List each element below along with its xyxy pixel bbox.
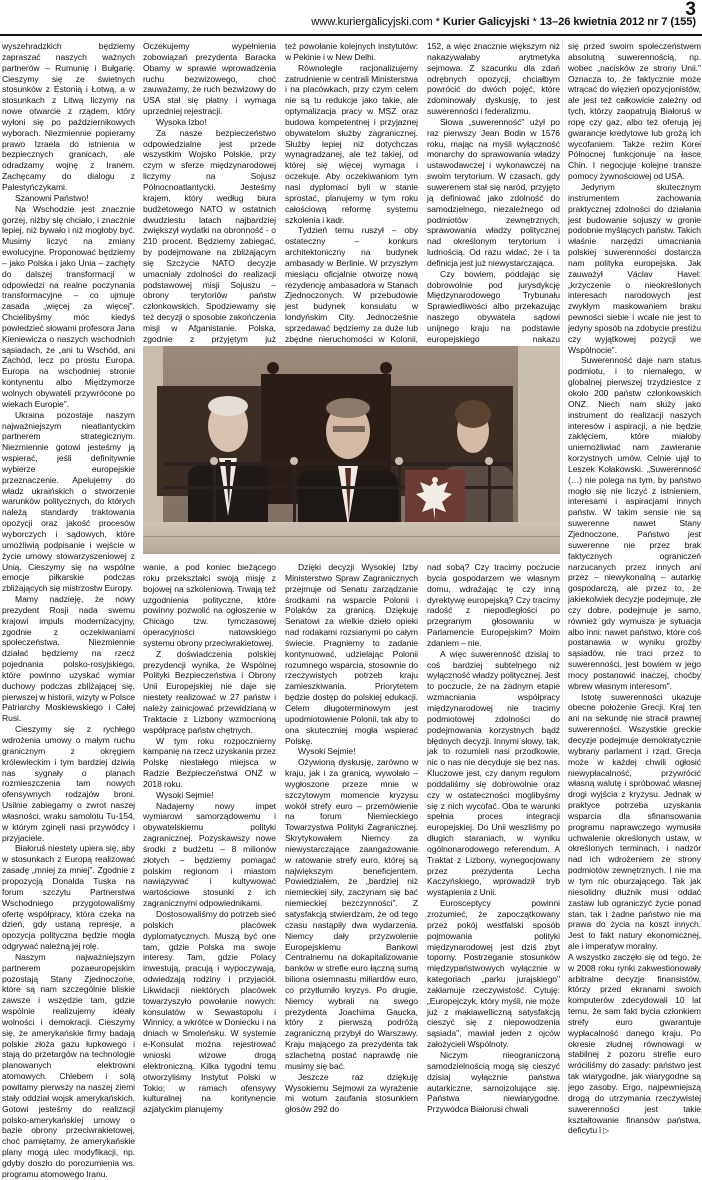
paragraph: Dzięki decyzji Wysokiej Izby Ministerstwo Spraw Zagranicznych przejmuje od Senatu zarządzanie środkami na wsparcie Polonii i Polaków za granicą. Dziękuję Senatowi za wielkie dzieło opieki nad rodakami rozsianymi po całym świecie. Pragniemy to zadanie kontynuować, udzielając Polonii rozumnego wsparcia, stosownie do rzeczywistych potrzeb kraju zamieszkiwania. Priorytetem będzie dostęp do polskiej edukacji. Celem długoterminowym jest upodmiotowienie Polonii, tak aby to ona skuteczniej mogła wspierać Polskę. [285,562,418,746]
photo-parliament-gallery [143,346,560,554]
paragraph: Białoruś niestety upiera się, aby w stosunkach z Europą realizować zasadę „mniej za mniej". Zgodnie z propozycją Donalda Tuska na forum szczytu Partnerstwa Wschodniego przygotowaliśmy ofertę współpracy, która czeka na dzień, gdy ustaną represje, a opozycja polityczna będzie mogła odgrywać należną jej rolę. [2,843,135,952]
paragraph: Czy bowiem, poddając się dobrowolnie pod jurysdykcję Międzynarodowego Trybunału Sprawiedliwości albo przekazując naszego obywatela sądowi unijnego kraju na podstawie europejskiego nakazu [427,268,560,344]
paragraph: Na Wschodzie jest znacznie gorzej, niżby się chciało, i znacznie lepiej, niż bywało i niż mogłoby być. Musimy liczyć na zmiany ewolucyjne. Proponować będziemy – jako Polska i jako Unia – zachęty do dalszej transformacji w odpowiedzi na realne poczynania transformacyjne – co ujmuje zasada „więcej za więcej". Chcielibyśmy móc kiedyś powiedzieć słowami profesora Jana Kieniewicza o naszych wschodnich sąsiadach, że „ani tu Wschód, ani Zachód, lecz po prostu Europa. Europa na wschodniej stronie kontynentu albo Międzymorze wolnych obywateli przywrócone po wiekach Europie". [2,203,135,409]
paragraph: Z doświadczenia polskiej prezydencji wynika, że Wspólnej Polityki Bezpieczeństwa i Obrony Unii Europejskiej nie daje się niestety realizować w 27 państw i należy zainicjować przewidzianą w Traktacie z Lizbony wzmocnioną współpracę państw chętnych. [143,648,276,735]
article-column-4-bottom [427,562,560,1115]
paragraph: Za nasze bezpieczeństwo odpowiedzialne jest przede wszystkim Wojsko Polskie, przy czym w sferze międzynarodowej liczymy na Sojusz Północnoatlantycki. Jesteśmy krajem, który według biura budżetowego NATO w ostatnich dwudziestu latach najbardziej zwiększył wydatki na obronność - o 210 procent. Będziemy zabiegać, by podejmowane na zbliżającym się Szczycie NATO decyzje umacniały zdolności do realizacji podstawowej misji Sojuszu – obrony terytoriów państw członkowskich. Spodziewamy się też decyzji o sposobie zakończenia misji w Afganistanie. Polska, zgodnie z przyjętym już [143,127,276,344]
separator: * [432,16,443,28]
paragraph: Cieszymy się z rychłego wdrożenia umowy o małym ruchu granicznym z okręgiem królewieckim i tym bardziej dziwią nas sygnały o planach rozmieszczenia tam nowych ofensywnych rodzajów broni. Usilnie zabiegamy o zwrot naszej własności, wraku samolotu Tu-154, w którym zginęli nasi przywódcy i przyjaciele. [2,724,135,843]
paragraph: nad sobą? Czy tracimy poczucie bycia gospodarzem we własnym domu, wdrażając tę czy inną dyrektywę europejską? Czy tracimy radość z niepodległości po przegranym głosowaniu w Parlamencie Europejskim? Moim zdaniem – nie. [427,562,560,648]
paragraph: Równolegle racjonalizujemy zatrudnienie w centrali Ministerstwa i na placówkach, przy czym celem nie są tu redukcje jako takie, ale optymalizacja pracy w MSZ oraz budowa kompetentnej i przyjaznej obywatelom służby zagranicznej. Służby lepiej niż dotychczas wynagradzanej, ale też takiej, od której się więcej wymaga i oczekuje. Aby oczekiwaniom tym nasi dyplomaci byli w stanie sprostać, planujemy w tym roku całościową reformę systemu szkolenia i kadr. [285,62,418,225]
paragraph: Istotę suwerenności ukazuje obecne położenie Grecji. Kraj ten ani na sekundę nie stracił prawnej suwerenności. Wszystkie greckie decyzje podejmuje demokratycznie wybrany parlament i rząd. Grecja może w każdej chwili ogłosić niewypłacalność, przywrócić własną walutę i spróbować własnej drogi wyjścia z kryzysu. Jednak w praktyce potrzeba uzyskania wsparcia dla sfinansowania programu naprawczego wymusiła uchwalenie określonych ustaw, w określonych terminach, i nadzór nad ich wdrożeniem ze strony podmiotów zewnętrznych. I nie ma w tym nic oburzającego. Tak jak niesolidny dłużnik musi oddać zastaw lub ograniczyć życie ponad stan, tak i żadne państwo nie ma prawa do życia na koszt innych. Jest to fakt natury ekonomicznej, ale i imperatyw moralny. [568,691,701,952]
paragraph: się przed swoim społeczeństwem absolutną suwerennością, np. wobec „nacisków ze strony Unii." Oznacza to, że faktycznie może wtrącać do więzień opozycjonistów, ale jest też całkowicie zależny od tych, którzy zaopatrują Białoruś w ropę czy gaz, albo też oferują jej gwarancje kredytowe lub grożą ich wycofaniem. Także reżim Korei Północnej funkcjonuje na łasce Chin. I negocjuje kolejne transze pomocy żywnościowej od USA. [568,41,701,182]
article-column-3-top [285,41,418,344]
paragraph: też powołanie kolejnych instytutów: w Pekinie i w New Delhi. [285,41,418,62]
paragraph: Niczym nieograniczoną samodzielnością mogą się cieszyć dzisiaj wyłącznie państwa autarkiczne, samoizolujące się. Państwa niewiarygodne. Przywódca Białorusi chwali [427,1049,560,1115]
paragraph: Naszym najważniejszym partnerem pozaeuropejskim pozostają Stany Zjednoczone, które są nam szczególnie bliskie zawsze i wszędzie tam, gdzie wspólnie realizujemy ideały wolności i demokracji. Cieszymy się, że amerykańskie firmy badają polskie złoża gazu łupkowego i stają do przetargów na technologie planowanych elektrowni atomowych. Chlebem i solą powitamy pierwszy na naszej ziemi stały oddział wojsk amerykańskich. Gotowi jesteśmy do realizacji polsko-amerykańskiej umowy o bazie obrony przeciwrakietowej, choć pamiętamy, że amerykańskie plany mogą ulec modyfikacji, np. gdyby doszło do porozumienia ws. programu atomowego Iranu. [2,951,135,1179]
paragraph: Ukraina pozostaje naszym najważniejszym nieatlantyckim partnerem strategicznym. Niezmiennie gotowi jesteśmy ją wspierać, jeśli definitywnie wybierze europejskie przeznaczenie. Apelujemy do władz ukraińskich o stworzenie warunków politycznych, do których należą standardy traktowania opozycji oraz jakość procesów wyborczych i sądowych, które umożliwią podpisanie i wejście w życie umowy stowarzyszeniowej z Unią. Cieszymy się na wspólne emocje piłkarskie podczas zbliżających się mistrzostw Europy. [2,409,135,594]
article-column-4-top [427,41,560,344]
issue-date: 13–26 kwietnia 2012 nr 7 (155) [539,16,696,28]
paragraph: W tym roku rozpoczniemy kampanię na rzecz uzyskania przez Polskę niestałego miejsca w Radzie Bezpieczeństwa ONZ w 2018 roku. [143,735,276,789]
paragraph: Wysoki Sejmie! [156,789,214,800]
continued-arrow-icon: ▷ [603,1126,610,1136]
separator: * [529,16,540,28]
article-column-2-top [143,41,276,344]
paragraph: Mamy nadzieję, że nowy prezydent Rosji nada swemu krajowi impuls modernizacyjny, zgodnie z oczekiwaniami społeczeństwa. Niezmiennie działać będziemy na rzecz pojednania polsko-rosyjskiego, które powinno uzyskać wymiar duchowy podczas zbliżającej się, pierwszej w historii, wizyty w Polsce Patriarchy Moskiewskiego i Całej Rusi. [2,594,135,724]
paragraph: A wszystko zaczęło się od tego, że w 2008 roku rynki zakwestionowały arbitralne decyzje finansistów, którzy przed ekranami swoich komputerów zdecydowali 10 lat temu, że sam fakt bycia członkiem strefy euro gwarantuje wypłacalność danego kraju. Po okresie złudnej równowagi w stabilnej z pozoru strefie euro wróciliśmy do zasady: państwo jest tak wiarygodne, jak wiarygodne są jego zasoby. Ergo, najpewniejszą drogą do utrzymania rzeczywistej suwerenności jest takie kształtowanie finansów państwa, deficytu i ▷ [568,951,701,1136]
gallery-balustrade [143,522,560,554]
paragraph: Suwerenność daje nam status podmiotu, i to niemałego, w globalnej pierwszej trzydziestce z około 200 państw członkowskich ONZ. Niech nam służy jako instrument do realizacji naszych interesów i aspiracji, a nie będzie zaklęciem, które miałoby uniemożliwiać nam zawieranie korzystnych umów. Celnie ujął to Leszek Kołakowski. „Suwerenność (…) nie polega na tym, by państwo mogło się nie liczyć z istnieniem, interesami i aspiracjami innych państw. W takim sensie nie są suwerenne nawet Stany Zjednoczone. Państwo jest suwerenne nie przez brak faktycznych ograniczeń narzucanych przez innych ani przez – niewykonalną – autarkię gospodarczą, ale przez to, że jakiekolwiek decyzje podejmuje, złe czy dobre, podejmuje je samo, również gdy wymusza je sytuacja albo inni: nawet państwo, które coś postanawia w wyniku groźby sąsiadów, nie traci przez to suwerenności, jest bowiem w jego mocy postanowić inaczej, choćby wbrew własnym interesom". [568,355,701,691]
column-separator [562,40,563,1104]
paragraph: Dostosowaliśmy do potrzeb sieć polskich placówek dyplomatycznych. Muszą być one tam, gdzie Polska ma swoje interesy. Tam, gdzie Polacy inwestują, pracują i wypoczywają, odwiedzają rodziny i przyjaciół. Likwidacji niektórych placówek towarzyszyło powołanie nowych: konsulatów w Sewastopolu i Winnicy, a wkrótce w Doniecku i na dniach w Smoleńsku. W systemie e-Konsulat można rejestrować wnioski wizowe drogą elektroniczną. Kilka tygodni temu otworzyliśmy Instytut Polski w Tokio; w ramach ofensywy kulturalnej na kontynencie azjatyckim planujemy [143,909,276,1115]
masthead-line [311,16,696,28]
page-number: 3 [685,0,696,20]
paragraph: Ożywioną dyskusję, zarówno w kraju, jak i za granicą, wywołało – wygłoszone przeze mnie w szczytowym momencie kryzysu wokół strefy euro – przemówienie na forum Niemieckiego Towarzystwa Polityki Zagranicznej. Skrytykowałem Niemcy za niewystarczające zaangażowanie w ratowanie strefy euro, której są największym beneficjentem. Powiedziałem, że „bardziej niż niemieckiej siły, zaczynam się bać niemieckiej bezczynności". Z satysfakcją stwierdzam, że od tego czasu nastąpiły dwa wydarzenia. Niemcy dały przyzwolenie Europejskiemu Bankowi Centralnemu na dokapitalizowanie banków w strefie euro łączną sumą biliona osiemnastu miliardów euro, co przytłumiło kryzys. Po drugie, Niemcy wybrali na swego prezydenta Joachima Gaucka, który z pierwszą podróżą zagraniczną przybył do Warszawy. Kraju mającego za prezydenta tak szlachetną postać naprawdę nie musimy się bać. [285,757,418,1071]
paragraph: Tydzień temu ruszył – oby ostateczny – konkurs architektoniczny na budynek ambasady w Berlinie. W przyszłym miesiącu oficjalnie otworzę nową rezydencję ambasadora w Stanach Zjednoczonych. W przebudowie jest budynek konsulatu w londyńskim City. Jednocześnie sprzedawać będziemy za duże lub zbędne nieruchomości w Kolonii, [285,225,418,344]
publication-name: Kurier Galicyjski [442,16,530,28]
article-column-3-bottom [285,562,418,1115]
paragraph: wyszehradzkich będziemy zapraszać naszych ważnych partnerów – Rumunię i Bułgarię. Cieszymy się ze świetnych stosunków z Estonią i Łotwą, a w stosunkach z Litwą liczymy na nowe otwarcie z rządem, który wyłoni się po październikowych wyborach. Niezmiennie popieramy prawo Izraela do istnienia w bezpiecznych granicach, ale odradzamy wojnę z Iranem. Zachęcamy do dialogu z Palestyńczykami. [2,41,135,192]
paragraph: Jedynym skutecznym instrumentem zachowania praktycznej zdolności do działania jest budowanie sojuszy w gronie podobnie myślących państw. Takich właśnie narzędzi umacniania polskiej suwerenności dostarcza nam polityka europejska. Jak zauważył Václav Havel: „krzyczenie o nieokreślonych interesach narodowych jest zwykłym maskowaniem braku pewności siebie i wcale nie jest to jedyny sposób na zdobycie prestiżu czy wyjątkowej pozycji we Wspólnocie". [568,181,701,355]
paragraph: Eurosceptycy powinni zrozumieć, że zapoczątkowany przez pokój westfalski sposób pojmowania polityki międzynarodowej jest dziś zbyt toporny. Postrzeganie stosunków międzypaństwowych wyłącznie w kategoriach „parku jurajskiego" zakłamuje rzeczywistość. Cytuję: „Europejczyk, który myśli, nie może już z makiawelliczną satysfakcją cieszyć się z niepowodzenia sąsiada", mawiał jeden z ojców założycieli Wspólnoty. [427,898,560,1050]
paragraph: Szanowni Państwo! [15,192,89,203]
paragraph: A więc suwerenność dzisiaj to coś bardziej subtelnego niż wyłączność władzy politycznej. Jest to poczucie, że na żadnym etapie wzmacniania współpracy międzynarodowej nie tracimy podmiotowej zdolności do podejmowania korzystnych bądź błędnych decyzji. Innymi słowy, tak, jak to rozumieli nasi przodkowie, nic o nas nie decyduje się bez nas. Kluczowe jest, czy danym regułom poddaliśmy się dobrowolnie oraz czy w ostateczności moglibyśmy się z nich wycofać. Oba te warunki spełnia proces integracji europejskiej. Do Unii weszliśmy po długich staraniach, w wyniku ogólnonarodowego referendum. A Traktat z Lizbony, wynegocjowany przez prezydenta Lecha Kaczyńskiego, wprowadził tryb wystąpienia z Unii. [427,648,560,898]
paragraph: Oczekujemy wypełnienia zobowiązań prezydenta Baracka Obamy w sprawie wprowadzenia ruchu bezwizowego, choć zauważamy, że ruch bezwizowy do USA stał się płatny i wymaga uprzedniej rejestracji. [143,41,276,117]
paragraph: wanie, a pod koniec bieżącego roku przekształci swoją misję z bojowej na szkoleniową. Trwają też uzgodnienia polityczne, które powinny pozwolić na ogłoszenie w Chicago tzw. tymczasowej operacyjności natowskiego systemu obrony przeciwrakietowej. [143,562,276,648]
paragraph: Wysoka Izbo! [156,116,207,127]
article-column-5 [568,41,701,1136]
article-column-1 [2,41,135,1179]
paragraph: Jeszcze raz dziękuję Wysokiemu Sejmowi za wyrażenie mi wotum zaufania stosunkiem głosów 292 do [285,1071,418,1115]
article-photo [143,346,560,554]
paragraph: Słowa „suwerenność" użył po raz pierwszy Jean Bodin w 1576 roku, mając na myśli wyłączność monarchy do sprawowania władzy ustawodawczej i wykonawczej na swoim terytorium. W czasach, gdy suwerenem stał się naród, przyjęto ją definiować jako zdolność do samodzielnego, niezależnego od podmiotów zewnętrznych, sprawowania władzy politycznej nad określonym terytorium i ludnością. Od razu widać, że i ta definicja jest już niewystarczająca. [427,116,560,268]
paragraph: Nadajemy nowy impet wymiarowi samorządowemu i obywatelskiemu polityki zagranicznej. Pozyskawszy nowe środki z budżetu – 8 milionów złotych – będziemy pomagać polskim regionom i miastom nawiązywać i kultywować wartościowe stosunki z ich zagranicznymi odpowiednikami. [143,800,276,909]
paragraph: Wysoki Sejmie! [298,746,356,757]
article-column-2-bottom [143,562,276,1115]
header-rule [0,34,702,36]
paragraph: 152, a więc znacznie większym niż nakazywałaby arytmetyka sejmowa. Z szacunku dla zdań odrębnych opozycji, chciałbym powrócić do dwóch pojęć, które zdominowały dyskusję, to jest suwerenności i federalizmu. [427,41,560,117]
website-link[interactable]: www.kuriergalicyjski.com [311,16,433,28]
